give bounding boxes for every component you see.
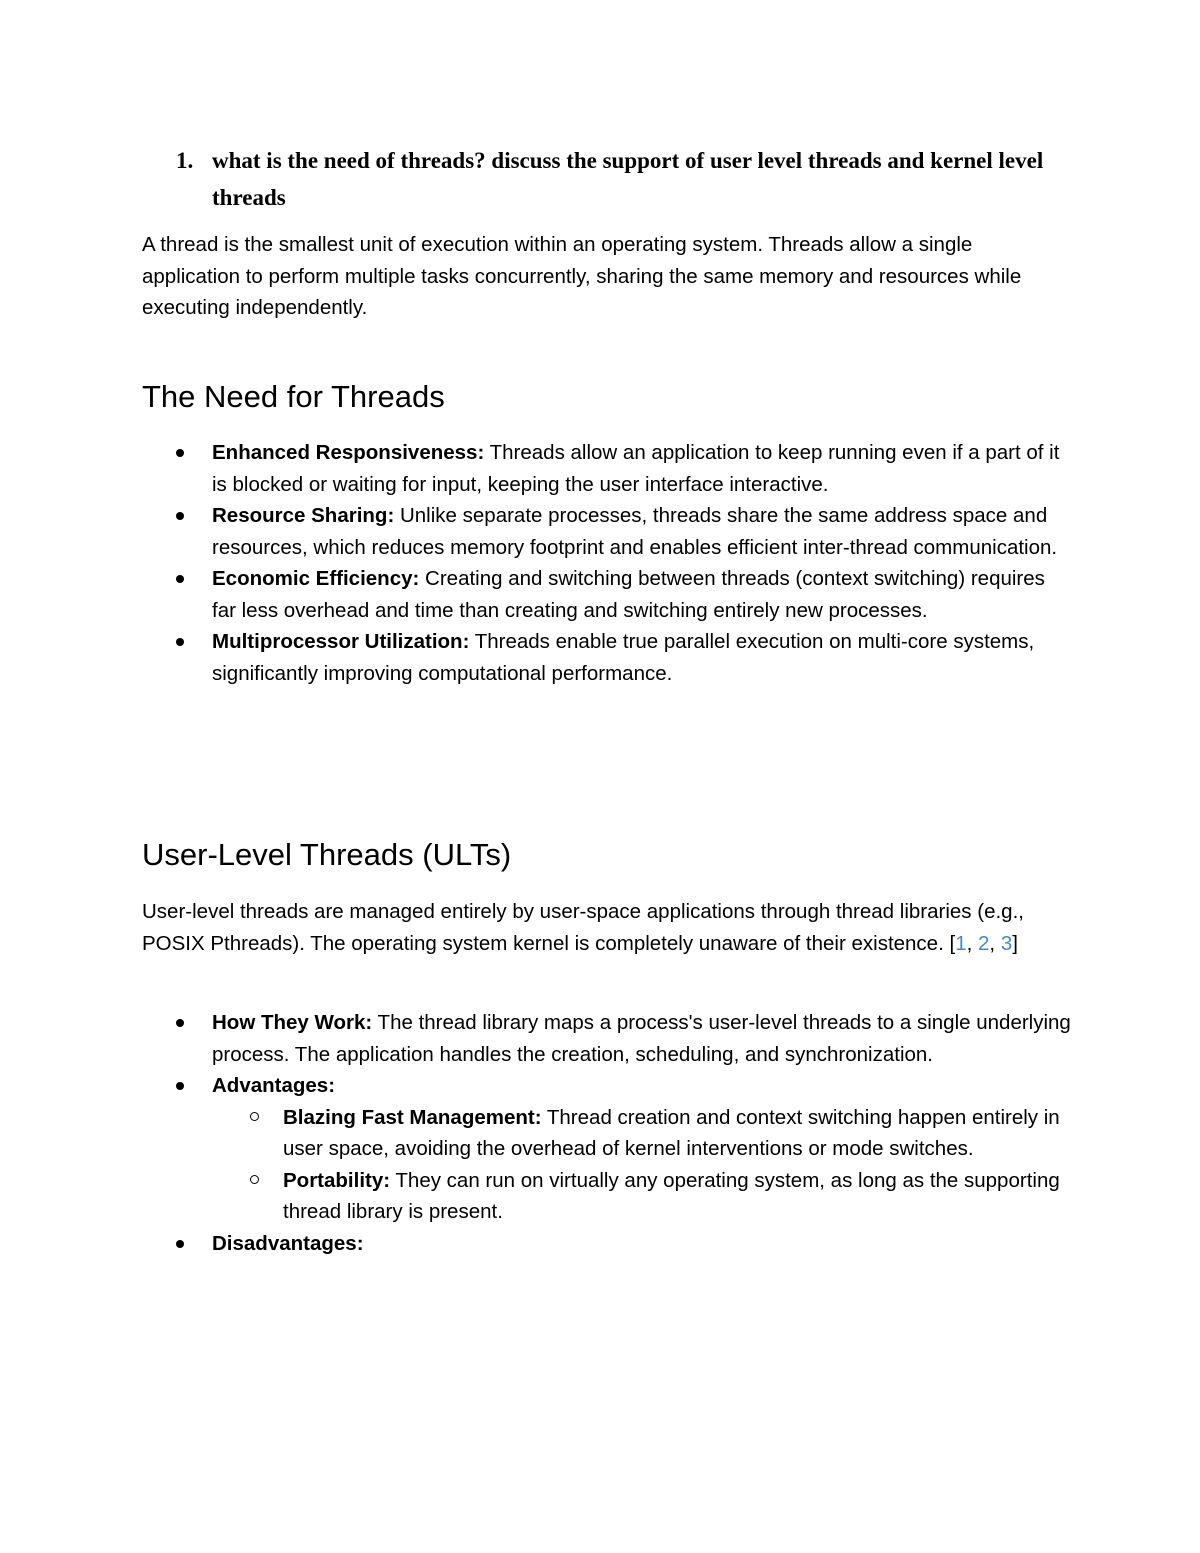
citation-separator: , [989,931,1001,955]
item-term: Multiprocessor Utilization: [212,630,470,653]
list-item [142,500,1072,563]
bullet-icon [176,449,184,457]
item-text: They can run on virtually any operating system, as long as the supporting thread library is present. [283,1168,1060,1223]
item-term: Economic Efficiency: [212,567,420,590]
advantages-sublist [212,1102,1072,1228]
bullet-icon [176,1019,184,1027]
ult-list [142,1007,1072,1259]
citation-link-2[interactable]: 2 [978,931,990,955]
sublist-item [212,1165,1072,1228]
circle-bullet-icon [250,1112,259,1121]
list-item [142,563,1072,626]
question-text: what is the need of threads? discuss the support of user level threads and kernel level threads [212,148,1044,210]
citation-close: ] [1012,931,1018,955]
citation-link-3[interactable]: 3 [1000,931,1013,955]
item-text: Creating and switching between threads (context switching) requires far less overhead and time than creating and switching entirely new processes. [212,567,1045,622]
item-text: Threads enable true parallel execution on multi-core systems, significantly improving computational performance. [212,630,1035,685]
ult-heading: User-Level Threads (ULTs) [142,837,512,872]
list-item [142,626,1072,689]
list-item-advantages [142,1070,1072,1228]
circle-bullet-icon [250,1175,259,1184]
question-heading [176,142,1056,216]
item-term: Resource Sharing: [212,504,395,527]
bullet-icon [176,638,184,646]
item-text: Unlike separate processes, threads share the same address space and resources, which reduces memory footprint and enables efficient inter-thread communication. [212,504,1058,559]
list-item-disadvantages [142,1228,1072,1260]
bullet-icon [176,1240,184,1248]
intro-paragraph: A thread is the smallest unit of execution within an operating system. Threads allow a single application to perform multiple tasks concurrently, sharing the same memory and resources while executing independently. [142,233,1022,319]
item-text: Threads allow an application to keep running even if a part of it is blocked or waiting for input, keeping the user interface interactive. [212,441,1060,496]
citation-open: [ [949,931,956,955]
item-term: How They Work: [212,1011,373,1034]
item-term: Portability: [283,1168,391,1192]
item-term: Advantages: [212,1074,336,1097]
item-term: Enhanced Responsiveness: [212,441,485,464]
need-heading: The Need for Threads [142,379,445,414]
bullet-icon [176,575,184,583]
bullet-icon [176,512,184,520]
item-term: Blazing Fast Management: [283,1105,542,1129]
citation-separator: , [966,931,978,955]
item-term: Disadvantages: [212,1231,364,1255]
need-list [142,437,1072,689]
list-item-how-they-work [142,1007,1072,1070]
question-number: 1. [176,148,194,173]
citation-link-1[interactable]: 1 [955,931,967,955]
ult-intro-paragraph [142,896,1062,959]
item-text: The thread library maps a process's user-level threads to a single underlying process. The application handles the creation, scheduling, and synchronization. [212,1011,1071,1066]
bullet-icon [176,1082,184,1090]
ult-intro-text: User-level threads are managed entirely by user-space applications through thread libraries (e.g., POSIX Pthreads). The operating system kernel is completely unaware of their existence. [142,900,1024,955]
sublist-item [212,1102,1072,1165]
list-item [142,437,1072,500]
item-text: Thread creation and context switching happen entirely in user space, avoiding the overhead of kernel interventions or mode switches. [283,1105,1060,1160]
